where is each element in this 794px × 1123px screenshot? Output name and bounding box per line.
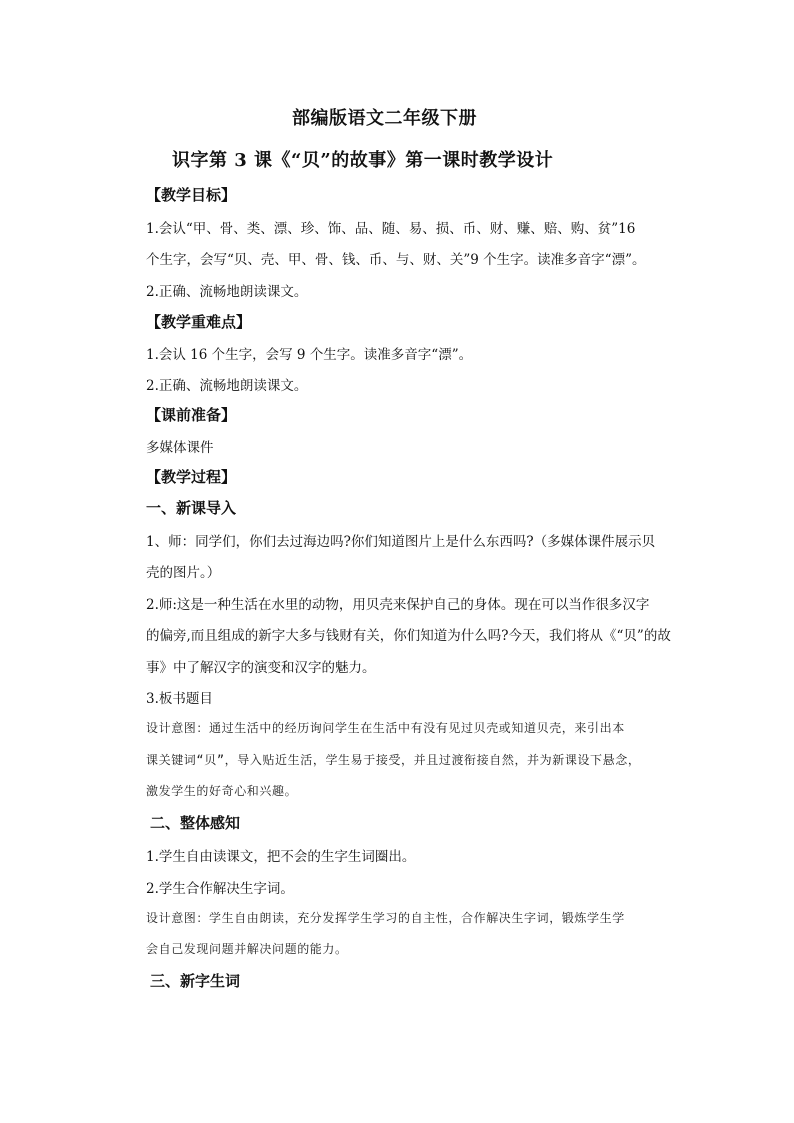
section2-heading: 二、整体感知 — [150, 814, 241, 832]
section1-p2-line1: 2.师:这是一种生活在水里的动物，用贝壳来保护自己的身体。现在可以当作很多汉字 — [146, 597, 650, 613]
section1-heading: 一、新课导入 — [146, 499, 237, 517]
section1-note-line2: 课关键词“贝”，导入贴近生活，学生易于接受，并且过渡衔接自然，并为新课设下悬念， — [146, 753, 641, 767]
section1-note-line3: 激发学生的好奇心和兴趣。 — [146, 784, 298, 798]
section1-p3: 3.板书题目 — [146, 691, 213, 707]
preparation-text: 多媒体课件 — [146, 440, 214, 456]
process-heading: 【教学过程】 — [146, 468, 237, 486]
key-points-heading: 【教学重难点】 — [146, 313, 252, 331]
section2-p2: 2.学生合作解决生字词。 — [146, 881, 294, 897]
section1-p1-line2: 壳的图片。） — [146, 565, 221, 581]
section3-heading: 三、新字生词 — [150, 972, 241, 990]
objectives-item2: 2.正确、流畅地朗读课文。 — [146, 284, 308, 300]
section1-p1-line1: 1、师：同学们，你们去过海边吗?你们知道图片上是什么东西吗?（多媒体课件展示贝 — [146, 534, 656, 550]
key-points-item1: 1.会认 16 个生字，会写 9 个生字。读准多音字“漂”。 — [146, 347, 473, 363]
document-subtitle: 识字第 3 课《“贝”的故事》第一课时教学设计 — [172, 150, 554, 171]
objectives-heading: 【教学目标】 — [146, 186, 237, 204]
section2-note-line1: 设计意图：学生自由朗读，充分发挥学生学习的自主性，合作解决生字词，锻炼学生学 — [146, 911, 625, 925]
section1-p2-line3: 事》中了解汉字的演变和汉字的魅力。 — [146, 660, 376, 676]
preparation-heading: 【课前准备】 — [146, 406, 237, 424]
objectives-item1-line2: 个生字，会写“贝、壳、甲、骨、钱、币、与、财、关”9 个生字。读准多音字“漂”。 — [146, 252, 646, 268]
section2-p1: 1.学生自由读课文，把不会的生字生词圈出。 — [146, 849, 416, 865]
document-title: 部编版语文二年级下册 — [292, 108, 477, 129]
section2-note-line2: 会自己发现问题并解决问题的能力。 — [146, 942, 348, 956]
section1-note-line1: 设计意图：通过生活中的经历询问学生在生活中有没有见过贝壳或知道贝壳，来引出本 — [146, 721, 625, 735]
objectives-item1-line1: 1.会认“甲、骨、类、漂、珍、饰、品、随、易、损、币、财、赚、赔、购、贫”16 — [146, 221, 636, 237]
key-points-item2: 2.正确、流畅地朗读课文。 — [146, 378, 308, 394]
section1-p2-line2: 的偏旁,而且组成的新字大多与钱财有关，你们知道为什么吗?今天，我们将从《“贝”的故 — [146, 628, 671, 644]
